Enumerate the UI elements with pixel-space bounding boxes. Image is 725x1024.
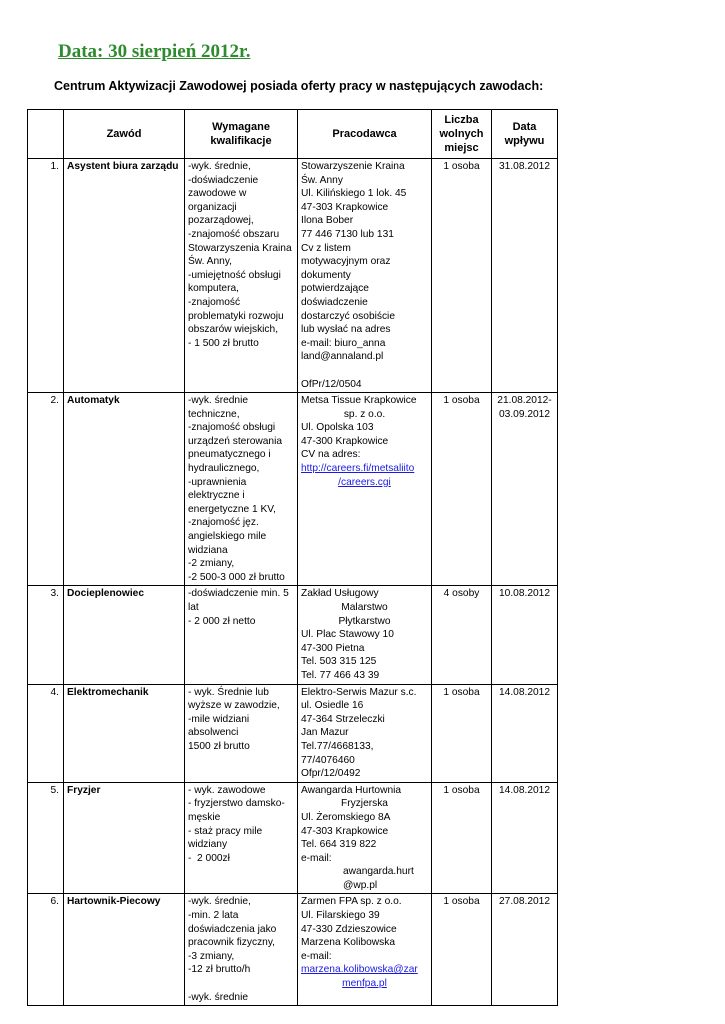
text-line: -wyk. średnie [188, 991, 249, 1003]
row-liczba: 4 osoby [432, 586, 492, 684]
text-line: doświadczenia jako [188, 923, 277, 935]
careers-link[interactable]: http://careers.fi/metsaliito [301, 463, 415, 475]
text-line: hydraulicznego, [188, 463, 260, 475]
text-line: Awangarda Hurtownia [301, 784, 402, 796]
row-number: 2. [28, 393, 64, 586]
text-line: Ul. Kilińskiego 1 lok. 45 [301, 188, 407, 200]
text-line: absolwenci [188, 727, 239, 739]
table-row [28, 684, 558, 782]
text-line: Stowarzyszenia Kraina [188, 242, 292, 254]
text-line: CV na adres: [301, 449, 361, 461]
text-line: OfPr/12/0504 [301, 378, 362, 390]
text-line: męskie [188, 811, 221, 823]
row-data [492, 393, 558, 586]
text-line: -2 500-3 000 zł brutto [188, 571, 285, 583]
text-line: 47-300 Krapkowice [301, 435, 389, 447]
row-kwalifikacje [185, 586, 298, 684]
row-liczba: 1 osoba [432, 782, 492, 894]
row-pracodawca [298, 894, 432, 1006]
text-line: 47-364 Strzeleczki [301, 713, 385, 725]
text-line: 47-303 Krapkowice [301, 201, 389, 213]
row-kwalifikacje [185, 159, 298, 393]
header-number [28, 110, 64, 159]
text-line: Ul. Plac Stawowy 10 [301, 629, 394, 641]
text-line: lat [188, 602, 199, 613]
row-number: 3. [28, 586, 64, 684]
row-pracodawca [298, 782, 432, 894]
text-line: Ul. Żeromskiego 8A [301, 811, 391, 823]
text-line: Stowarzyszenie Kraina [301, 161, 405, 172]
header-liczba: Liczba wolnych miejsc [432, 110, 492, 159]
text-line: Jan Mazur [301, 727, 349, 739]
text-line: potwierdzające [301, 283, 369, 295]
text-line: Zarmen FPA sp. z o.o. [301, 896, 402, 908]
text-line: 47-300 Pietna [301, 642, 365, 654]
text-line: Tel.77/4668133, [301, 740, 374, 752]
text-line: Elektro-Serwis Mazur s.c. [301, 686, 417, 698]
row-number: 6. [28, 894, 64, 1006]
text-line: e-mail: [301, 950, 332, 962]
row-number: 5. [28, 782, 64, 894]
text-line: organizacji [188, 201, 237, 213]
text-line: -wyk. średnie, [188, 161, 251, 172]
row-liczba: 1 osoba [432, 894, 492, 1006]
row-data: 14.08.2012 [492, 684, 558, 782]
text-line: Metsa Tissue Krapkowice [301, 395, 417, 407]
job-offers-table [27, 109, 558, 1006]
text-line: dostarczyć osobiście [301, 310, 395, 322]
text-line: -doświadczenie min. 5 [188, 588, 289, 600]
text-line: Tel. 503 315 125 [301, 656, 377, 668]
text-line [188, 977, 294, 991]
table-row [28, 159, 558, 393]
text-line: land@annaland.pl [301, 351, 384, 363]
row-pracodawca [298, 159, 432, 393]
text-line: -uprawnienia [188, 476, 247, 488]
text-line: - 1 500 zł brutto [188, 337, 259, 349]
text-line: dokumenty [301, 269, 351, 281]
text-line: -12 zł brutto/h [188, 964, 251, 976]
text-line: -znajomość obszaru [188, 228, 280, 240]
text-line: - fryzjerstwo damsko- [188, 798, 285, 810]
text-line: wyższe w zawodzie, [188, 700, 280, 712]
row-zawod: Hartownik-Piecowy [64, 894, 185, 1006]
text-line: 21.08.2012- [497, 395, 552, 407]
row-zawod: Asystent biura zarządu [64, 159, 185, 393]
text-line: 1500 zł brutto [188, 740, 250, 752]
text-line: Św. Anny [301, 174, 343, 186]
row-pracodawca [298, 393, 432, 586]
row-pracodawca [298, 586, 432, 684]
text-line: pozarządowej, [188, 215, 254, 227]
text-line: Cv z listem [301, 242, 351, 254]
text-line: 77 446 7130 lub 131 [301, 228, 394, 240]
text-line: energetyczne 1 KV, [188, 503, 276, 515]
text-line: Ul. Filarskiego 39 [301, 910, 380, 922]
row-kwalifikacje [185, 894, 298, 1006]
row-data: 27.08.2012 [492, 894, 558, 1006]
text-line: -znajomość obsługi [188, 422, 276, 434]
careers-link-continued[interactable]: /careers.cgi [338, 476, 391, 488]
row-data: 14.08.2012 [492, 782, 558, 894]
row-kwalifikacje [185, 782, 298, 894]
text-line: e-mail: biuro_anna [301, 337, 386, 349]
text-line: -wyk. średnie [188, 395, 249, 407]
text-line: pracownik fizyczny, [188, 937, 275, 949]
text-line: - 2 000zł [188, 852, 230, 864]
row-number: 4. [28, 684, 64, 782]
text-line: Marzena Kolibowska [301, 937, 395, 949]
text-line: -min. 2 lata [188, 910, 239, 922]
text-line: doświadczenie [301, 296, 368, 308]
text-line: Tel. 77 466 43 39 [301, 669, 380, 681]
row-pracodawca [298, 684, 432, 782]
row-kwalifikacje [185, 684, 298, 782]
text-line: techniczne, [188, 408, 240, 420]
row-number: 1. [28, 159, 64, 393]
text-line: widziana [188, 544, 228, 556]
text-line: Ilona Bober [301, 215, 354, 227]
row-zawod: Automatyk [64, 393, 185, 586]
text-line: Ul. Opolska 103 [301, 422, 374, 434]
text-line: Ofpr/12/0492 [301, 768, 361, 780]
row-data: 31.08.2012 [492, 159, 558, 393]
table-row [28, 393, 558, 586]
text-line: pneumatycznego i [188, 449, 271, 461]
text-line: Płytkarstwo [338, 615, 391, 627]
text-line: lub wysłać na adres [301, 324, 391, 336]
text-line: zawodowe w [188, 188, 247, 200]
text-line: e-mail: [301, 852, 332, 864]
text-line: awangarda.hurt [343, 866, 414, 878]
text-line: - staż pracy mile [188, 825, 263, 837]
document-date: Data: 30 sierpień 2012r. [58, 41, 251, 62]
text-line: 47-303 Krapkowice [301, 825, 389, 837]
text-line: - wyk. zawodowe [188, 784, 266, 796]
text-line: motywacyjnym oraz [301, 256, 391, 268]
text-line: angielskiego mile [188, 531, 267, 543]
text-line: 47-330 Zdzieszowice [301, 923, 397, 935]
text-line: -wyk. średnie, [188, 896, 251, 908]
text-line: Fryzjerska [341, 798, 388, 810]
text-line: -znajomość [188, 296, 241, 308]
text-line: 03.09.2012 [499, 408, 550, 420]
header-zawod: Zawód [64, 110, 185, 159]
text-line: 77/4076460 [301, 754, 355, 766]
text-line: sp. z o.o. [343, 408, 386, 420]
text-line [301, 364, 428, 378]
table-row [28, 586, 558, 684]
row-zawod: Fryzjer [64, 782, 185, 894]
email-link[interactable]: marzena.kolibowska@zar [301, 964, 418, 976]
text-line: problematyki rozwoju [188, 310, 284, 322]
text-line: -3 zmiany, [188, 950, 235, 962]
text-line: ul. Osiedle 16 [301, 700, 364, 712]
table-row [28, 894, 558, 1006]
text-line: Tel. 664 319 822 [301, 839, 377, 851]
table-header-row [28, 110, 558, 159]
text-line: Zakład Usługowy [301, 588, 379, 600]
row-liczba: 1 osoba [432, 159, 492, 393]
header-data: Data wpływu [492, 110, 558, 159]
row-zawod: Docieplenowiec [64, 586, 185, 684]
row-kwalifikacje [185, 393, 298, 586]
text-line: -mile widziani [188, 713, 250, 725]
email-link-continued[interactable]: menfpa.pl [342, 978, 387, 990]
text-line: Malarstwo [341, 602, 388, 613]
text-line: urządzeń sterowania [188, 435, 283, 447]
header-kwalifikacje: Wymagane kwalifikacje [185, 110, 298, 159]
table-row [28, 782, 558, 894]
text-line: elektryczne i [188, 490, 245, 502]
text-line: - 2 000 zł netto [188, 615, 256, 627]
text-line: -2 zmiany, [188, 558, 235, 570]
text-line: komputera, [188, 283, 239, 295]
row-zawod: Elektromechanik [64, 684, 185, 782]
text-line: obszarów wiejskich, [188, 324, 279, 336]
text-line: -znajomość jęz. [188, 517, 259, 529]
row-data: 10.08.2012 [492, 586, 558, 684]
text-line: -doświadczenie [188, 174, 259, 186]
header-pracodawca: Pracodawca [298, 110, 432, 159]
row-liczba: 1 osoba [432, 684, 492, 782]
intro-heading: Centrum Aktywizacji Zawodowej posiada oferty pracy w następujących zawodach: [54, 79, 544, 93]
text-line: -umiejętność obsługi [188, 269, 281, 281]
row-liczba: 1 osoba [432, 393, 492, 586]
text-line: - wyk. Średnie lub [188, 686, 269, 698]
text-line: Św. Anny, [188, 256, 232, 268]
text-line: widziany [188, 839, 228, 851]
text-line: @wp.pl [343, 879, 378, 891]
